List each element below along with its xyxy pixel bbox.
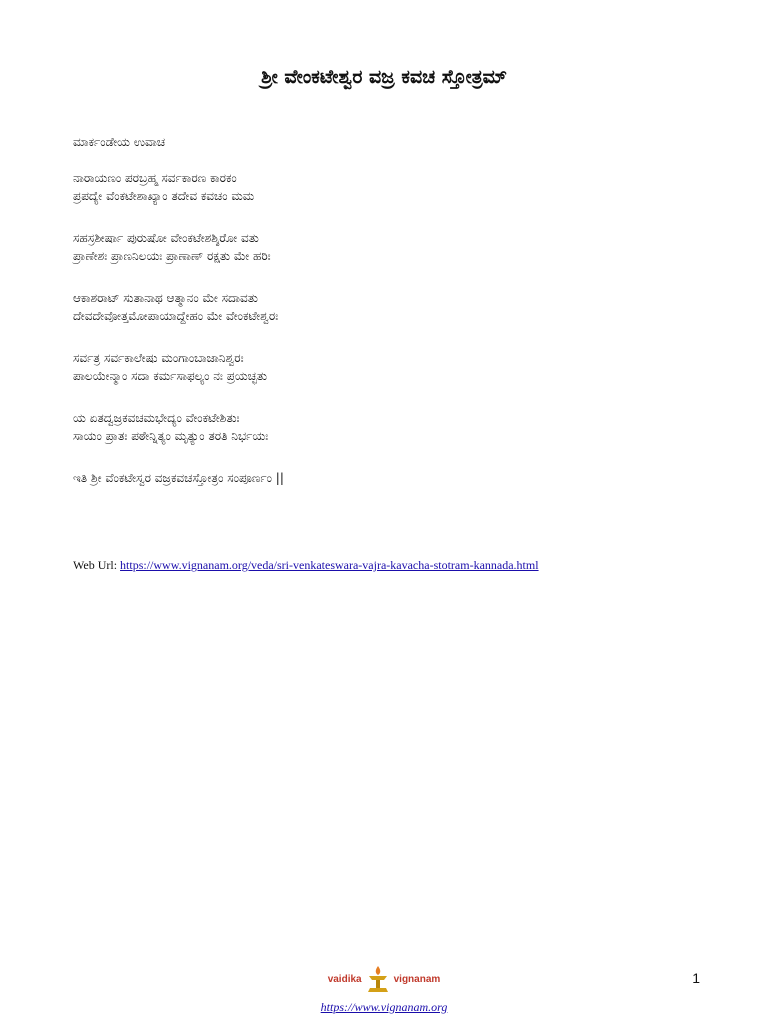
verse-line: ದೇವದೇವೋತ್ತಮೋಪಾಯಾದ್ದೇಹಂ ಮೇ ವೇಂಕಟೇಶ್ವರಃ <box>73 309 279 323</box>
verse-line: ಸಹಸ್ರಶೀರ್ಷಾ ಪುರುಷೋ ವೇಂಕಟೇಶಶ್ಶಿರೋ ವತು <box>73 231 259 245</box>
verse-line: ಸರ್ವತ್ರ ಸರ್ವಕಾಲೇಷು ಮಂಗಾಂಬಾಜಾನಿಶ್ವರಃ <box>73 351 244 365</box>
page-number: 1 <box>692 970 700 986</box>
verse-1 <box>73 169 693 205</box>
site-logo <box>0 964 768 994</box>
verse-5 <box>73 409 693 445</box>
verse-line: ಸಾಯಂ ಪ್ರಾತಃ ಪಠೇನ್ನಿತ್ಯಂ ಮೃತ್ಯುಂ ತರತಿ ನಿರ್ಭಯಃ <box>73 429 269 443</box>
logo-word-left: vaidika <box>327 973 362 985</box>
verse-line: ನಾರಾಯಣಂ ಪರಬ್ರಹ್ಮ ಸರ್ವಕಾರಣ ಕಾರಕಂ <box>73 171 237 185</box>
page-title: ಶ್ರೀ ವೇಂಕಟೇಶ್ವರ ವಜ್ರ ಕವಚ ಸ್ತೋತ್ರಮ್ <box>261 66 507 88</box>
web-url-link[interactable]: https://www.vignanam.org/veda/sri-venkateswara-vajra-kavacha-stotram-kannada.html <box>120 558 539 572</box>
stotram-body <box>73 133 693 487</box>
logo-word-right: vignanam <box>393 973 441 985</box>
web-url-label: Web Url: <box>73 558 121 572</box>
verse-line: ಆಕಾಶರಾಟ್ ಸುತಾನಾಥ ಆತ್ಮಾನಂ ಮೇ ಸದಾವತು <box>73 291 258 305</box>
verse-line: ಪ್ರಪದ್ಯೇ ವೆಂಕಟೇಶಾಖ್ಯಾಂ ತದೇವ ಕವಚಂ ಮಮ <box>73 189 255 203</box>
lamp-logo-icon <box>364 964 392 994</box>
footer-site-link[interactable]: https://www.vignanam.org <box>320 1000 448 1014</box>
verse-2 <box>73 229 693 265</box>
web-url-line <box>73 558 539 573</box>
footer-url <box>0 1000 768 1015</box>
verse-line: ಪಾಲಯೇನ್ಮಾಂ ಸದಾ ಕರ್ಮಸಾಫಲ್ಯಂ ನಃ ಪ್ರಯಚ್ಛತು <box>73 369 268 383</box>
closing-line: ಇತಿ ಶ್ರೀ ವೆಂಕಟೇಸ್ವರ ವಜ್ರಕವಚಸ್ತೋತ್ರಂ ಸಂಪೂರ್ಣಂ || <box>73 471 284 485</box>
speaker-line: ಮಾರ್ಕಂಡೇಯ ಉವಾಚ <box>73 135 166 149</box>
verse-line: ಪ್ರಾಣೇಶಃ ಪ್ರಾಣನಿಲಯಃ ಪ್ರಾಣಾಣ್ ರಕ್ಷತು ಮೇ ಹರಿಃ <box>73 249 271 263</box>
verse-line: ಯ ಏತದ್ವಜ್ರಕವಚಮಭೇದ್ಯಂ ವೇಂಕಟೇಶಿತುಃ <box>73 411 240 425</box>
verse-3 <box>73 289 693 325</box>
verse-4 <box>73 349 693 385</box>
